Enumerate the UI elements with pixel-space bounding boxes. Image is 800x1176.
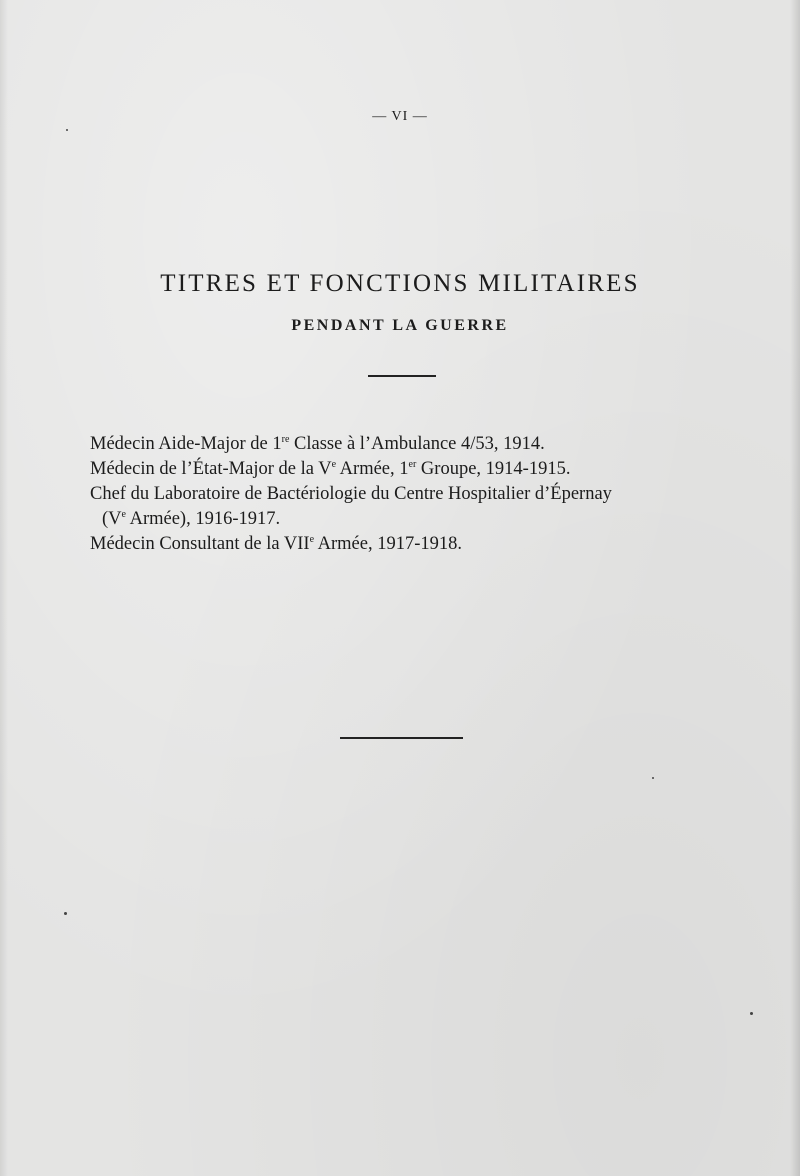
- section-subtitle: PENDANT LA GUERRE: [291, 317, 509, 334]
- entry-text: Chef du Laboratoire de Bactériologie du Centre Hospitalier d’Épernay: [90, 484, 612, 504]
- page-number: — VI —: [372, 109, 428, 124]
- titles-list: [90, 432, 750, 557]
- page-edge-shadow-left: [0, 0, 8, 1176]
- entry-text: (V: [102, 509, 122, 529]
- entry-text: Médecin Consultant de la VII: [90, 534, 310, 554]
- list-item: [90, 432, 750, 457]
- page-edge-shadow-right: [790, 0, 800, 1176]
- title-divider: [368, 375, 436, 377]
- entry-continuation: [90, 507, 750, 532]
- entry-superscript: er: [408, 459, 417, 470]
- paper-speck: [652, 777, 654, 779]
- paper-speck: [66, 129, 68, 131]
- paper-speck: [750, 1012, 753, 1015]
- entry-superscript: e: [309, 534, 315, 545]
- entry-text: Armée, 1917-1918.: [314, 534, 462, 554]
- list-item: [90, 482, 750, 532]
- list-item: [90, 532, 750, 557]
- entry-text: Classe à l’Ambulance 4/53, 1914.: [289, 434, 545, 454]
- entry-text: Armée), 1916-1917.: [125, 509, 281, 529]
- paper-speck: [64, 912, 67, 915]
- entry-superscript: re: [281, 434, 290, 445]
- entry-text: Armée, 1: [336, 459, 409, 479]
- entry-text: Médecin de l’État-Major de la V: [90, 459, 332, 479]
- entry-superscript: e: [121, 509, 126, 520]
- entry-superscript: e: [331, 459, 337, 470]
- list-item: [90, 457, 750, 482]
- end-divider: [340, 737, 463, 739]
- entry-text: Médecin Aide-Major de 1: [90, 434, 282, 454]
- entry-text: Groupe, 1914-1915.: [416, 459, 571, 479]
- section-title: TITRES ET FONCTIONS MILITAIRES: [160, 270, 640, 297]
